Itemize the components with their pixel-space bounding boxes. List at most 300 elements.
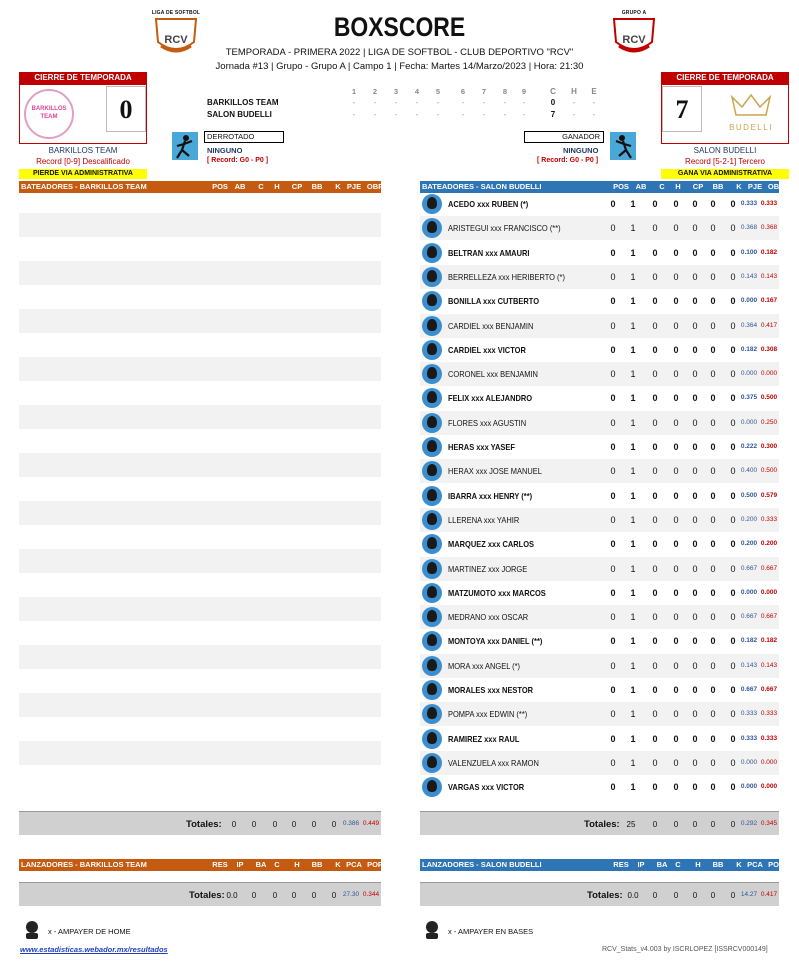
stat-pje: 0.667 — [740, 564, 758, 572]
inning-value: - — [461, 98, 465, 107]
inning-value: - — [436, 98, 440, 107]
col-header-pje: PJE — [747, 182, 763, 191]
stat-pos: 0 — [610, 490, 616, 501]
stat-c: 0 — [652, 344, 658, 355]
stat-h: 0 — [673, 782, 679, 793]
total-value: 0.0 — [627, 891, 639, 900]
total-value: 0 — [311, 891, 317, 900]
stat-obp: 0.200 — [760, 540, 778, 548]
inning-header: 6 — [460, 87, 466, 96]
player-avatar-icon — [422, 316, 442, 336]
player-avatar-icon — [422, 704, 442, 724]
stat-k: 0 — [730, 466, 736, 477]
col-header-k: K — [736, 860, 742, 869]
stat-cp: 0 — [692, 247, 698, 258]
total-value: 0 — [272, 891, 278, 900]
stat-k: 0 — [730, 442, 736, 452]
stat-c: 0 — [652, 442, 658, 452]
logo-caption: GRUPO A — [621, 10, 647, 16]
player-name: MATZUMOTO xxx MARCOS — [448, 587, 546, 598]
total-value: 0.0 — [226, 891, 238, 900]
table-row — [420, 727, 779, 751]
stat-k: 0 — [730, 563, 736, 574]
pitcher-icon — [610, 132, 636, 160]
pitcher-icon — [172, 132, 198, 160]
stat-obp: 0.167 — [760, 297, 778, 305]
table-row — [420, 241, 779, 265]
page-title: BOXSCORE — [333, 12, 466, 42]
stat-pos: 0 — [610, 223, 616, 234]
col-header-c: C — [258, 182, 264, 191]
stat-obp: 0.182 — [760, 248, 778, 256]
home-batting-title: BATEADORES - BARKILLOS TEAM — [21, 182, 147, 191]
stat-ab: 1 — [630, 539, 636, 550]
table-row — [420, 508, 779, 532]
stat-cp: 0 — [692, 685, 698, 695]
stat-ab: 1 — [630, 320, 636, 331]
player-name: CORONEL xxx BENJAMIN — [448, 369, 538, 380]
stat-pos: 0 — [610, 417, 616, 428]
player-avatar-icon — [422, 777, 442, 797]
col-header-cp: CP — [291, 182, 303, 191]
stat-pje: 0.182 — [740, 345, 758, 353]
stat-obp: 0.667 — [760, 686, 778, 693]
player-avatar-icon — [422, 656, 442, 676]
stat-bb: 0 — [710, 757, 716, 768]
empty-batting-row — [19, 357, 381, 381]
col-header-c: C — [659, 182, 665, 191]
stat-ab: 1 — [630, 782, 636, 793]
total-value: 27.30 — [342, 891, 360, 898]
stat-k: 0 — [730, 782, 736, 793]
stat-h: 0 — [673, 369, 679, 380]
inning-header: 5 — [435, 87, 441, 96]
table-row — [420, 557, 779, 581]
total-value: 0 — [291, 891, 297, 900]
total-value: 0 — [673, 820, 679, 829]
inning-value: - — [503, 98, 507, 107]
empty-batting-row — [19, 213, 381, 237]
player-name: HERAX xxx JOSE MANUEL — [448, 466, 542, 477]
stat-cp: 0 — [692, 539, 698, 550]
stat-cp: 0 — [692, 490, 698, 501]
stat-ab: 1 — [630, 563, 636, 574]
stat-pje: 0.333 — [740, 710, 758, 718]
totals-label: Totales: — [186, 819, 222, 830]
stat-obp: 0.143 — [760, 272, 778, 280]
stat-bb: 0 — [710, 442, 716, 452]
inning-value: - — [503, 110, 507, 119]
crown-icon — [718, 91, 784, 121]
stat-cp: 0 — [692, 393, 698, 404]
stat-k: 0 — [730, 271, 736, 282]
player-avatar-icon — [422, 194, 442, 214]
player-name: CARDIEL xxx VICTOR — [448, 344, 526, 355]
total-value: 0 — [331, 820, 337, 829]
inning-header: 3 — [393, 87, 399, 96]
stat-h: 0 — [673, 612, 679, 623]
stat-bb: 0 — [710, 199, 716, 209]
totals-label: Totales: — [587, 890, 623, 901]
stat-pos: 0 — [610, 369, 616, 380]
stat-h: 0 — [673, 563, 679, 574]
umpire-home: x - AMPAYER DE HOME — [48, 927, 131, 936]
total-value: 14.27 — [740, 891, 758, 898]
total-value: 0.292 — [740, 820, 758, 827]
home-batting-totals — [19, 811, 381, 835]
stat-bb: 0 — [710, 636, 716, 647]
stat-cp: 0 — [692, 417, 698, 428]
stat-c: 0 — [652, 563, 658, 574]
stat-obp: 0.368 — [760, 224, 778, 232]
stat-k: 0 — [730, 393, 736, 404]
stat-h: 0 — [673, 709, 679, 720]
stat-pos: 0 — [610, 199, 616, 209]
stat-pje: 0.200 — [740, 515, 758, 523]
player-name: ARISTEGUI xxx FRANCISCO (**) — [448, 223, 561, 234]
stat-h: 0 — [673, 466, 679, 477]
stat-obp: 0.500 — [760, 394, 778, 402]
stat-k: 0 — [730, 490, 736, 501]
stat-cp: 0 — [692, 442, 698, 452]
logo-text: RCV — [164, 34, 188, 46]
empty-batting-row — [19, 597, 381, 621]
total-value: 0.345 — [760, 820, 778, 827]
table-row — [420, 751, 779, 775]
total-value: 25 — [626, 820, 636, 829]
table-row — [420, 702, 779, 726]
col-header-obp: OBP — [366, 182, 384, 191]
home-score: 0 — [106, 86, 146, 132]
table-row — [420, 459, 779, 483]
stat-k: 0 — [730, 587, 736, 598]
stat-k: 0 — [730, 344, 736, 355]
col-header-pje: PJE — [346, 182, 362, 191]
stat-k: 0 — [730, 296, 736, 307]
stat-obp: 0.417 — [760, 321, 778, 329]
empty-batting-row — [19, 693, 381, 717]
table-row — [420, 678, 779, 702]
stat-ab: 1 — [630, 490, 636, 501]
stat-pos: 0 — [610, 466, 616, 477]
stat-c: 0 — [652, 733, 658, 744]
stat-ab: 1 — [630, 417, 636, 428]
col-header-h: H — [294, 860, 300, 869]
stat-c: 0 — [652, 709, 658, 720]
umpire-icon — [422, 920, 442, 940]
stat-c: 0 — [652, 514, 658, 525]
player-avatar-icon — [422, 437, 442, 457]
player-avatar-icon — [422, 388, 442, 408]
home-team-name: BARKILLOS TEAM — [48, 146, 118, 155]
inning-value: - — [522, 110, 526, 119]
player-avatar-icon — [422, 631, 442, 651]
player-name: VARGAS xxx VICTOR — [448, 782, 525, 793]
inning-header: 1 — [351, 87, 357, 96]
stat-c: 0 — [652, 757, 658, 768]
home-pitching-totals — [19, 882, 381, 906]
stat-bb: 0 — [710, 563, 716, 574]
stat-ab: 1 — [630, 685, 636, 695]
total-value: 0 — [652, 891, 658, 900]
umpire-bases: x - AMPAYER EN BASES — [448, 927, 534, 936]
stat-pos: 0 — [610, 660, 616, 671]
player-avatar-icon — [422, 218, 442, 238]
rhe-header: H — [571, 87, 577, 96]
away-team-logo — [718, 91, 784, 137]
player-avatar-icon — [422, 583, 442, 603]
home-pitching-header — [19, 859, 381, 871]
stat-c: 0 — [652, 539, 658, 550]
home-batting-header — [19, 181, 384, 193]
stat-obp: 0.308 — [760, 345, 778, 353]
stat-bb: 0 — [710, 660, 716, 671]
stat-c: 0 — [652, 369, 658, 380]
col-header-bb: BB — [712, 182, 724, 191]
home-banner: CIERRE DE TEMPORADA — [19, 72, 147, 84]
stat-h: 0 — [673, 296, 679, 307]
stat-pje: 0.000 — [740, 588, 758, 596]
stat-k: 0 — [730, 709, 736, 720]
linescore-c: 0 — [550, 98, 556, 107]
player-name: BELTRAN xxx AMAURI — [448, 247, 530, 258]
results-link[interactable]: www.estadisticas.webador.mx/resultados — [20, 945, 168, 954]
stat-ab: 1 — [630, 223, 636, 234]
player-avatar-icon — [422, 510, 442, 530]
table-row — [420, 775, 779, 799]
stat-bb: 0 — [710, 685, 716, 695]
stat-c: 0 — [652, 247, 658, 258]
player-avatar-icon — [422, 729, 442, 749]
linescore-team-name: SALON BUDELLI — [207, 110, 272, 119]
table-row — [420, 265, 779, 289]
stat-pje: 0.143 — [740, 661, 758, 669]
stat-bb: 0 — [710, 539, 716, 550]
stat-bb: 0 — [710, 466, 716, 477]
stat-c: 0 — [652, 660, 658, 671]
stat-pje: 0.375 — [740, 394, 758, 402]
stat-cp: 0 — [692, 709, 698, 720]
stat-c: 0 — [652, 466, 658, 477]
col-header-ip: IP — [637, 860, 645, 869]
table-row — [420, 484, 779, 508]
linescore-c: 7 — [550, 110, 556, 119]
total-value: 0 — [251, 891, 257, 900]
inning-header: 2 — [372, 87, 378, 96]
col-header-res: RES — [613, 860, 629, 869]
empty-batting-row — [19, 261, 381, 285]
total-value: 0 — [692, 820, 698, 829]
stat-k: 0 — [730, 539, 736, 550]
stat-c: 0 — [652, 782, 658, 793]
away-logo-text: BUDELLI — [729, 123, 773, 132]
away-batting-title: BATEADORES - SALON BUDELLI — [422, 182, 542, 191]
stat-h: 0 — [673, 442, 679, 452]
col-header-c: C — [274, 860, 280, 869]
empty-batting-row — [19, 453, 381, 477]
inning-header: 9 — [521, 87, 527, 96]
col-header-h: H — [695, 860, 701, 869]
stat-k: 0 — [730, 223, 736, 234]
stat-h: 0 — [673, 417, 679, 428]
stat-ab: 1 — [630, 344, 636, 355]
table-row — [420, 629, 779, 653]
player-avatar-icon — [422, 559, 442, 579]
table-row — [420, 654, 779, 678]
stat-cp: 0 — [692, 369, 698, 380]
stat-ab: 1 — [630, 247, 636, 258]
stat-obp: 0.667 — [760, 613, 778, 621]
away-status: GANA VIA ADMINISTRATIVA — [661, 169, 789, 179]
stat-bb: 0 — [710, 344, 716, 355]
player-name: CARDIEL xxx BENJAMIN — [448, 320, 534, 331]
player-avatar-icon — [422, 534, 442, 554]
linescore-h: - — [572, 110, 576, 119]
player-name: POMPA xxx EDWIN (**) — [448, 709, 528, 720]
linescore-e: - — [592, 110, 596, 119]
stat-pje: 0.400 — [740, 467, 758, 475]
total-value: 0 — [692, 891, 698, 900]
inning-header: 4 — [414, 87, 420, 96]
stat-ab: 1 — [630, 369, 636, 380]
logo-text: RCV — [622, 34, 646, 46]
game-info-line: Jornada #13 | Grupo - Grupo A | Campo 1 | Fecha: Martes 14/Marzo/2023 | Hora: 21:30 — [215, 61, 584, 72]
stat-k: 0 — [730, 369, 736, 380]
stat-h: 0 — [673, 514, 679, 525]
stat-pos: 0 — [610, 709, 616, 720]
player-avatar-icon — [422, 243, 442, 263]
player-name: MEDRANO xxx OSCAR — [448, 612, 529, 623]
player-name: FELIX xxx ALEJANDRO — [448, 393, 533, 404]
stat-bb: 0 — [710, 320, 716, 331]
stat-c: 0 — [652, 320, 658, 331]
player-name: HERAS xxx YASEF — [448, 442, 515, 452]
total-value: 0 — [311, 820, 317, 829]
stat-k: 0 — [730, 320, 736, 331]
col-header-k: K — [736, 182, 742, 191]
col-header-obp: OBP — [767, 182, 785, 191]
table-row — [420, 411, 779, 435]
col-header-ba: BA — [255, 860, 267, 869]
inning-value: - — [394, 110, 398, 119]
col-header-k: K — [335, 182, 341, 191]
home-pitcher: NINGUNO — [207, 146, 243, 155]
stat-cp: 0 — [692, 320, 698, 331]
total-value: 0.417 — [760, 891, 778, 898]
stat-pos: 0 — [610, 782, 616, 793]
stat-c: 0 — [652, 636, 658, 647]
away-pitching-header — [420, 859, 784, 871]
stat-ab: 1 — [630, 636, 636, 647]
stat-obp: 0.000 — [760, 370, 778, 378]
col-header-ip: IP — [236, 860, 244, 869]
stat-ab: 1 — [630, 514, 636, 525]
player-avatar-icon — [422, 461, 442, 481]
stat-k: 0 — [730, 660, 736, 671]
inning-value: - — [352, 98, 356, 107]
player-avatar-icon — [422, 364, 442, 384]
home-logo-text: BARKILLOS TEAM — [31, 106, 67, 120]
col-header-k: K — [335, 860, 341, 869]
col-header-pos: POS — [212, 182, 228, 191]
stat-c: 0 — [652, 271, 658, 282]
stat-h: 0 — [673, 223, 679, 234]
inning-value: - — [352, 110, 356, 119]
stat-pos: 0 — [610, 296, 616, 307]
linescore-e: - — [592, 98, 596, 107]
inning-value: - — [482, 98, 486, 107]
player-name: BONILLA xxx CUTBERTO — [448, 296, 540, 307]
stat-bb: 0 — [710, 782, 716, 793]
stat-h: 0 — [673, 271, 679, 282]
stat-k: 0 — [730, 514, 736, 525]
stat-pos: 0 — [610, 271, 616, 282]
col-header-ba: BA — [656, 860, 668, 869]
inning-value: - — [461, 110, 465, 119]
player-avatar-icon — [422, 680, 442, 700]
player-name: MORALES xxx NESTOR — [448, 685, 534, 695]
col-header-h: H — [274, 182, 280, 191]
stat-obp: 0.143 — [760, 661, 778, 669]
stat-c: 0 — [652, 296, 658, 307]
inning-header: 8 — [502, 87, 508, 96]
table-row — [420, 435, 779, 459]
total-value: 0 — [710, 820, 716, 829]
stat-h: 0 — [673, 733, 679, 744]
total-value: 0 — [251, 820, 257, 829]
rhe-header: E — [591, 87, 597, 96]
stat-cp: 0 — [692, 757, 698, 768]
player-name: RAMIREZ xxx RAUL — [448, 733, 520, 744]
stat-k: 0 — [730, 199, 736, 209]
stat-k: 0 — [730, 636, 736, 647]
away-pitching-totals — [420, 882, 779, 906]
col-header-pop: POP — [768, 860, 784, 869]
umpire-icon — [22, 920, 42, 940]
empty-batting-row — [19, 741, 381, 765]
stat-ab: 1 — [630, 709, 636, 720]
empty-batting-row — [19, 549, 381, 573]
stat-pje: 0.100 — [740, 248, 758, 256]
player-avatar-icon — [422, 413, 442, 433]
player-avatar-icon — [422, 267, 442, 287]
total-value: 0 — [730, 891, 736, 900]
home-pitcher-record: [ Record: G0 - P0 ] — [207, 157, 269, 164]
stat-pos: 0 — [610, 393, 616, 404]
stat-pos: 0 — [610, 514, 616, 525]
col-header-pca: PCA — [747, 860, 763, 869]
home-record: Record [0-9] Descalificado — [36, 157, 130, 166]
inning-value: - — [394, 98, 398, 107]
stat-ab: 1 — [630, 757, 636, 768]
inning-value: - — [482, 110, 486, 119]
away-banner: CIERRE DE TEMPORADA — [661, 72, 789, 84]
stat-pje: 0.500 — [740, 491, 758, 499]
stat-ab: 1 — [630, 296, 636, 307]
stat-obp: 0.579 — [760, 491, 778, 499]
stat-cp: 0 — [692, 587, 698, 598]
total-value: 0 — [291, 820, 297, 829]
total-value: 0 — [730, 820, 736, 829]
stat-bb: 0 — [710, 490, 716, 501]
stat-pos: 0 — [610, 320, 616, 331]
table-row — [420, 386, 779, 410]
inning-value: - — [415, 110, 419, 119]
stat-h: 0 — [673, 247, 679, 258]
player-avatar-icon — [422, 607, 442, 627]
stat-obp: 0.333 — [760, 734, 778, 742]
away-pitcher-record: [ Record: G0 - P0 ] — [537, 157, 599, 164]
